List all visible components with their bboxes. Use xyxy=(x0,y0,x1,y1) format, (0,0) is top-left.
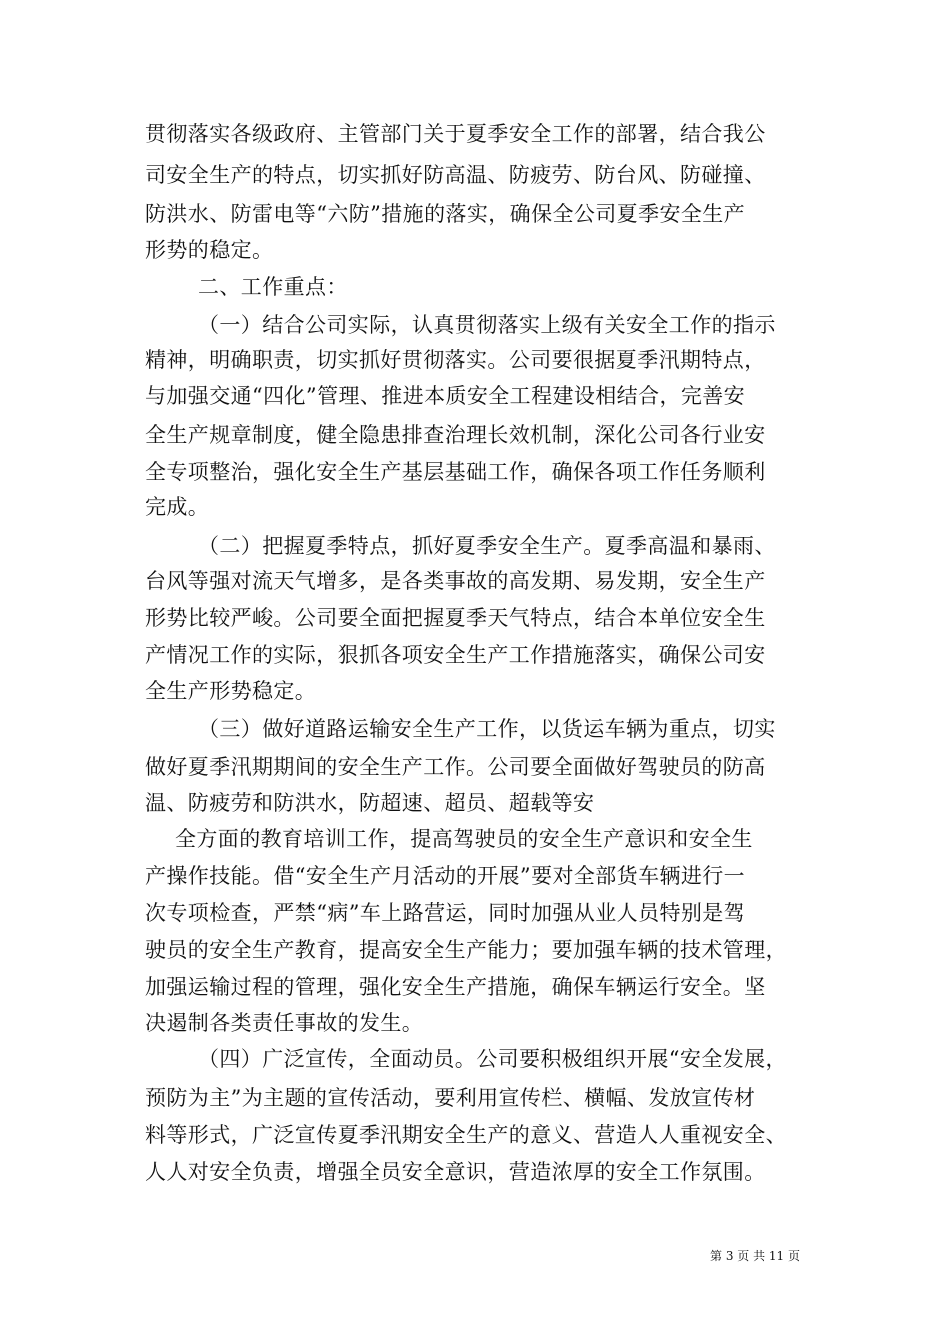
page-number: 第 3 页 共 11 页 xyxy=(710,1249,800,1263)
text-line: 全生产规章制度，健全隐患排查治理长效机制，深化公司各行业安 xyxy=(145,423,766,447)
text-line: 决遏制各类责任事故的发生。 xyxy=(145,1011,424,1035)
text-line: 与加强交通“四化”管理、推进本质安全工程建设相结合，完善安 xyxy=(145,384,746,408)
text-line: 全生产形势稳定。 xyxy=(145,679,317,703)
text-line: 预防为主”为主题的宣传活动，要利用宣传栏、横幅、发放宣传材 xyxy=(145,1086,756,1110)
text-line: 做好夏季汛期期间的安全生产工作。公司要全面做好驾驶员的防高 xyxy=(145,755,766,779)
text-line: （四）广泛宣传，全面动员。公司要积极组织开展“安全发展， xyxy=(198,1047,787,1071)
text-line: 完成。 xyxy=(145,495,210,519)
text-line: （一）结合公司实际，认真贯彻落实上级有关安全工作的指示 xyxy=(198,313,776,337)
section-heading: 二、工作重点： xyxy=(198,275,348,299)
text-line: 产操作技能。借“安全生产月活动的开展”要对全部货车辆进行一 xyxy=(145,864,746,888)
text-line: （三）做好道路运输安全生产工作，以货运车辆为重点，切实 xyxy=(198,717,776,741)
text-line: 次专项检查，严禁“病”车上路营运，同时加强从业人员特别是驾 xyxy=(145,901,746,925)
text-line: 料等形式，广泛宣传夏季汛期安全生产的意义、营造人人重视安全、 xyxy=(145,1123,787,1147)
text-line: 全专项整治，强化安全生产基层基础工作，确保各项工作任务顺利 xyxy=(145,460,766,484)
text-line: 全方面的教育培训工作，提高驾驶员的安全生产意识和安全生 xyxy=(175,827,753,851)
text-line: 司安全生产的特点，切实抓好防高温、防疲劳、防台风、防碰撞、 xyxy=(145,163,766,187)
text-line: 产情况工作的实际，狠抓各项安全生产工作措施落实，确保公司安 xyxy=(145,643,766,667)
text-line: 形势比较严峻。公司要全面把握夏季天气特点，结合本单位安全生 xyxy=(145,606,766,630)
text-line: 温、防疲劳和防洪水，防超速、超员、超载等安 xyxy=(145,791,595,815)
text-line: 防洪水、防雷电等“六防”措施的落实，确保全公司夏季安全生产 xyxy=(145,202,746,226)
text-line: 台风等强对流天气增多，是各类事故的高发期、易发期，安全生产 xyxy=(145,569,766,593)
text-line: 贯彻落实各级政府、主管部门关于夏季安全工作的部署，结合我公 xyxy=(145,122,766,146)
text-line: 人人对安全负责，增强全员安全意识，营造浓厚的安全工作氛围。 xyxy=(145,1160,766,1184)
text-line: 形势的稳定。 xyxy=(145,238,274,262)
text-line: 精神，明确职责，切实抓好贯彻落实。公司要很据夏季汛期特点， xyxy=(145,348,766,372)
text-line: 驶员的安全生产教育，提高安全生产能力；要加强车辆的技术管理， xyxy=(145,938,787,962)
text-line: （二）把握夏季特点，抓好夏季安全生产。夏季高温和暴雨、 xyxy=(198,534,776,558)
text-line: 加强运输过程的管理，强化安全生产措施，确保车辆运行安全。坚 xyxy=(145,975,766,999)
